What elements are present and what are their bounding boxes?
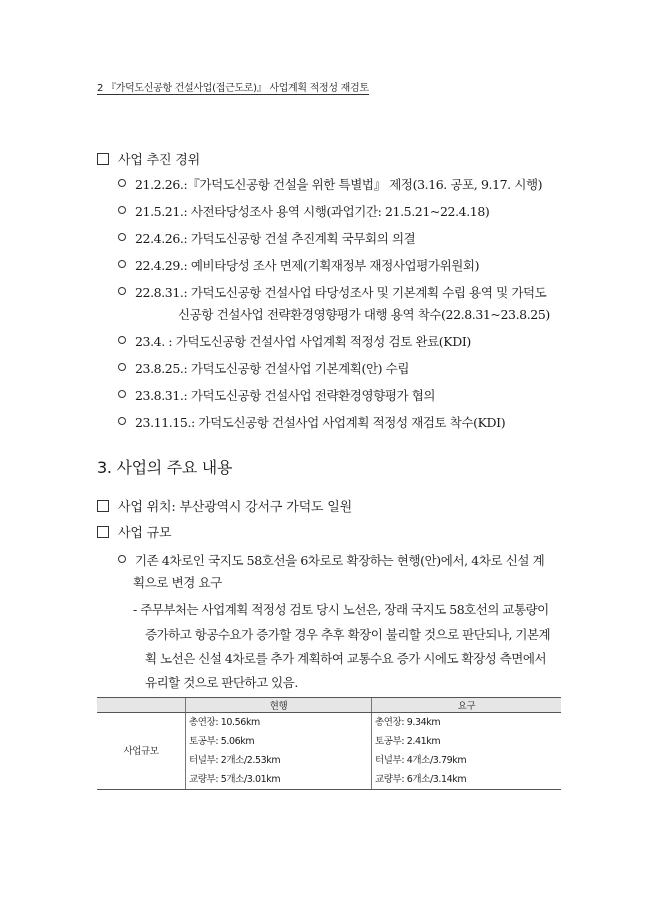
list-item [118,202,489,220]
circle-bullet-icon [118,417,126,425]
item-text: 기존 4차로인 국지도 58호선을 6차로로 확장하는 현행(안)에서, 4차로 신설 계 [135,553,545,568]
running-header: 2 『가덕도신공항 건설사업(접근도로)』 사업계획 적정성 재검토 [97,79,369,95]
square-bullet-icon [97,500,109,512]
cell-line: 총연장: 9.34km [375,717,441,728]
list-item [118,283,546,301]
scale-heading [97,522,171,541]
dash-paragraph-line: 획 노선은 신설 4차로를 추가 계획하여 교통수요 증가 시에도 확장성 측면에서 [145,651,547,666]
circle-bullet-icon [118,363,126,371]
table-header-empty [97,698,186,713]
section-3-heading: 3. 사업의 주요 내용 [97,458,233,477]
item-text: 23.11.15.: 가덕도신공항 건설사업 사업계획 적정성 재검토 착수(KDI) [135,415,506,430]
list-item [118,175,542,193]
list-item [118,386,435,404]
circle-bullet-icon [118,555,126,563]
current-cell [186,713,372,790]
scale-item-continuation: 획으로 변경 요구 [133,575,222,590]
list-item [118,359,409,377]
item-text: 23.8.25.: 가덕도신공항 건설사업 기본계획(안) 수립 [135,361,410,376]
list-item [118,229,415,247]
section-history-heading [97,149,200,168]
dash-paragraph-line: - 주무부처는 사업계획 적정성 검토 당시 노선은, 장래 국지도 58호선의 교통량이 [133,602,549,617]
cell-line: 터널부: 2개소/2.53km [189,755,281,766]
heading-text: 사업 추진 경위 [118,153,201,168]
table-header-requested: 요구 [372,698,562,713]
dash-paragraph-line: 유리할 것으로 판단하고 있음. [145,675,298,690]
list-item [118,256,479,274]
item-text: 21.2.26.:『가덕도신공항 건설을 위한 특별법』 제정(3.16. 공포, 9.17. 시행) [135,177,543,192]
circle-bullet-icon [118,233,126,241]
scale-text: 사업 규모 [118,526,172,541]
item-text: 22.4.26.: 가덕도신공항 건설 추진계획 국무회의 의결 [135,231,416,246]
cell-line: 교량부: 6개소/3.14km [375,774,467,785]
item-text: 21.5.21.: 사전타당성조사 용역 시행(과업기간: 21.5.21~22.4.18) [135,204,490,219]
cell-line: 토공부: 5.06km [189,736,255,747]
location-line [97,496,352,515]
item-text: 23.4. : 가덕도신공항 건설사업 사업계획 적정성 검토 완료(KDI) [135,334,471,349]
circle-bullet-icon [118,336,126,344]
circle-bullet-icon [118,287,126,295]
list-item [118,332,471,350]
square-bullet-icon [97,526,109,538]
row-label: 사업규모 [97,713,186,790]
circle-bullet-icon [118,260,126,268]
square-bullet-icon [97,153,109,165]
item-text: 22.4.29.: 예비타당성 조사 면제(기획재정부 재정사업평가위원회) [135,258,480,273]
list-item-continuation: 신공항 건설사업 전략환경영향평가 대행 용역 착수(22.8.31~23.8.25) [178,307,550,322]
item-text: 22.8.31.: 가덕도신공항 건설사업 타당성조사 및 기본계획 수립 용역 및 가덕도 [135,285,547,300]
location-text: 사업 위치: 부산광역시 강서구 가덕도 일원 [118,500,352,515]
item-text: 23.8.31.: 가덕도신공항 건설사업 전략환경영향평가 협의 [135,388,436,403]
cell-line: 토공부: 2.41km [375,736,441,747]
requested-cell [372,713,562,790]
circle-bullet-icon [118,390,126,398]
scale-comparison-table [97,697,561,790]
cell-line: 총연장: 10.56km [189,717,260,728]
cell-line: 터널부: 4개소/3.79km [375,755,467,766]
circle-bullet-icon [118,179,126,187]
list-item [118,413,505,431]
scale-item [118,551,544,569]
circle-bullet-icon [118,206,126,214]
cell-line: 교량부: 5개소/3.01km [189,774,281,785]
dash-paragraph-line: 증가하고 항공수요가 증가할 경우 추후 확장이 불리할 것으로 판단되나, 기본계 [145,627,551,642]
table-header-current: 현행 [186,698,372,713]
